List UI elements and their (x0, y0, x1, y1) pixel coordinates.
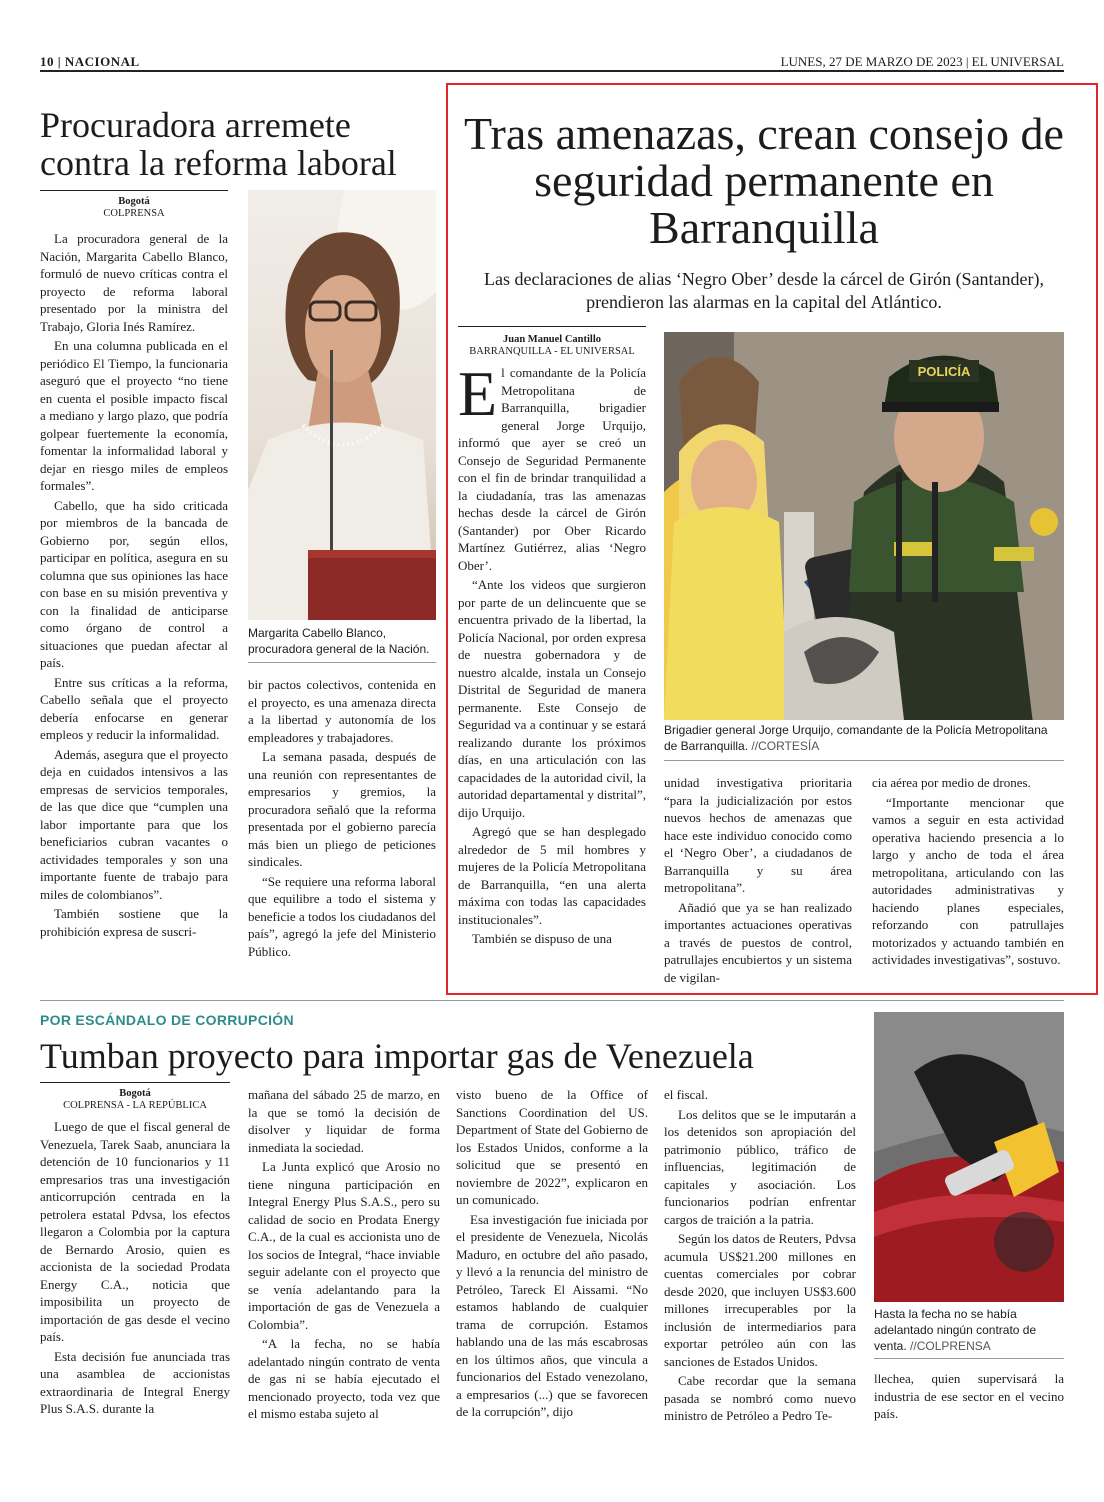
story2-photo (664, 332, 1064, 720)
story3-paragraph: La Junta explicó que Arosio no tiene ninguna participación en Integral Energy Plus S.A.S., pero su calidad de socio en Prodata Energy C.A., de la cual es accionista uno de los socios de Integral, “hace inviable seguir adelante con el proyecto que se venía adelantando para la importación de gas de Venezuela a Colombia”. (248, 1159, 440, 1332)
story2-caption-credit: //CORTESÍA (751, 739, 820, 753)
story2-paragraph: cia aérea por medio de drones. (872, 775, 1031, 790)
story2-byline-place: BARRANQUILLA - EL UNIVERSAL (469, 346, 635, 357)
story1-paragraph: bir pactos colectivos, contenida en el proyecto, es una amenaza directa a la libertad y autonomía de los empleadores y trabajadores. (248, 677, 436, 745)
story3-paragraph: Según los datos de Reuters, Pdvsa acumula US$21.200 millones en cuentas comerciales por cobrar desde 2020, que incluyen US$3.600 millones irrecuperables por la inclusión de intermediarios para exportar petróleo aún con las sanciones de Estados Unidos. (664, 1231, 856, 1369)
story1-paragraph: También sostiene que la prohibición expresa de suscri- (40, 906, 228, 939)
story3-byline-city: Bogotá (119, 1088, 151, 1099)
story3-column-4 (664, 1086, 856, 1425)
story3-headline: Tumban proyecto para importar gas de Venezuela (40, 1036, 754, 1076)
story3-paragraph: Los delitos que se le imputarán a los detenidos son apropiación del patrimonio público, tráfico de influencias, legitimación de capitales y asociación. Los funcionarios podrían enfrentar cargos de traición a la patria. (664, 1106, 856, 1227)
page-section-label: 10 | NACIONAL (40, 54, 140, 69)
story2-paragraph: “Importante mencionar que vamos a seguir en esta actividad operativa haciendo presencia a lo largo y ancho de toda el área metropolitana, articulando con las autoridades administrativas y haciendo planes especiales, reforzando con patrullajes motorizados y actuando también en actividades investigativas”, sostuvo. (872, 794, 1064, 967)
story2-paragraph: unidad investigativa prioritaria “para la judicialización por estos nuevos hechos de amenazas que hace este individuo conocido como el ‘Negro Ober’, a ciudadanos de Barranquilla y su área metropolitana”. (664, 775, 852, 895)
story2-column-2 (664, 774, 852, 986)
procuradora-illustration (248, 190, 436, 620)
story3-paragraph: mañana del sábado 25 de marzo, en la que se tomó la decisión de disolver y liquidar de forma inmediata la sociedad. (248, 1087, 440, 1155)
story1-paragraph: La procuradora general de la Nación, Margarita Cabello Blanco, formuló de nuevo críticas contra el proyecto de reforma laboral presentado por la ministra del Trabajo, Gloria Inés Ramírez. (40, 231, 228, 334)
story3-photo (874, 1012, 1064, 1302)
story3-caption-credit: //COLPRENSA (910, 1339, 991, 1353)
story1-column-1 (40, 230, 228, 940)
story3-paragraph: “A la fecha, no se había adelantado ningún contrato de venta de gas ni se había ejecutado el mencionado proyecto, toda vez que el mismo estaba sujeto al (248, 1336, 440, 1421)
fuel-nozzle-illustration (874, 1012, 1064, 1302)
story2-paragraph: Agregó que se han desplegado alrededor de 5 mil hombres y mujeres de la Policía Metropolitana de Barranquilla, “en una alerta máxima con todas las capacidades institucionales”. (458, 824, 646, 927)
police-cap-label: POLICÍA (917, 364, 971, 379)
story3-byline-agency: COLPRENSA - LA REPÚBLICA (63, 1100, 207, 1111)
story1-photo (248, 190, 436, 620)
story3-column-5 (874, 1370, 1064, 1423)
story3-paragraph: llechea, quien supervisará la industria de ese sector en el vecino país. (874, 1371, 1064, 1421)
story2-paragraph: También se dispuso de una (472, 931, 612, 946)
story3-paragraph: Esta decisión fue anunciada tras una asamblea de accionistas extraordinaria de Integral Energy Plus S.A.S. durante la (40, 1348, 230, 1416)
story2-caption (664, 722, 1064, 754)
story2-headline: Tras amenazas, crean consejo de seguridad permanente en Barranquilla (464, 108, 1064, 253)
story1-caption-rule (248, 662, 436, 663)
story2-dropcap: E (458, 358, 498, 429)
story1-paragraph: La semana pasada, después de una reunión con representantes de empresarios y gremios, la procuradora señaló que la reforma presentada por el gobierno parecía más bien un pliego de peticiones sindicales. (248, 749, 436, 869)
story3-paragraph: Esa investigación fue iniciada por el presidente de Venezuela, Nicolás Maduro, en octubre del año pasado, y llevó a la renuncia del ministro de Petróleo, Tareck El Aissami. “No estamos hablando de cualquier trama de corrupción. Estamos hablando una de las más escabrosas en los últimos años, que vincula a funcionarios del Estado venezolano, a empresarios (...) que se favorecen de la corrupción”, dijo (456, 1211, 648, 1419)
story1-caption: Margarita Cabello Blanco, procuradora general de la Nación. (248, 626, 430, 656)
story2-paragraph: Añadió que ya se han realizado importantes actuaciones operativas a través de puestos de control, patrullajes encubiertos y un sistema de vigilan- (664, 899, 852, 985)
story1-headline: Procuradora arremete contra la reforma laboral (40, 105, 397, 183)
story3-caption-rule (874, 1358, 1064, 1359)
story1-paragraph: Entre sus críticas a la reforma, Cabello señala que el proyecto debería enfocarse en generar empleos y reducir la informalidad. (40, 674, 228, 742)
story1-byline-rule (40, 190, 228, 191)
story3-paragraph: Cabe recordar que la semana pasada se nombró como nuevo ministro de Petróleo a Pedro Te- (664, 1373, 856, 1423)
story3-column-2 (248, 1086, 440, 1423)
story2-column-3 (872, 774, 1064, 969)
story3-byline-rule (40, 1082, 230, 1083)
story3-paragraph: Luego de que el fiscal general de Venezuela, Tarek Saab, anunciara la detención de 10 funcionarios y 11 empresarios tras una investigación anticorrupción centrada en la petrolera estatal Pdvsa, los efectos llegaron a Colombia por la captura de Bernardo Arosio, quien es accionista de la sociedad Prodata Energy C.A., noticia que imposibilita un proyecto de importación de gas desde el vecino país. (40, 1119, 230, 1344)
story3-column-3 (456, 1086, 648, 1421)
story2-dek: Las declaraciones de alias ‘Negro Ober’ desde la cárcel de Girón (Santander), prendieron las alarmas en la capital del Atlántico. (483, 269, 1045, 312)
story3-caption-text: Hasta la fecha no se había adelantado ningún contrato de venta. (874, 1307, 1037, 1353)
story3-caption (874, 1306, 1064, 1354)
story2-caption-text: Brigadier general Jorge Urquijo, comandante de la Policía Metropolitana de Barranquilla. (664, 723, 1048, 753)
page-dateline: LUNES, 27 DE MARZO DE 2023 | EL UNIVERSAL (780, 54, 1064, 69)
story3-column-1 (40, 1118, 230, 1418)
header-rule (40, 70, 1064, 72)
police-press-illustration (664, 332, 1064, 720)
story3-kicker: POR ESCÁNDALO DE CORRUPCIÓN (40, 1012, 294, 1028)
story1-paragraph: “Se requiere una reforma laboral que equilibre a todo el sistema y beneficie a todos los ciudadanos del país”, agregó la jefe del Ministerio Público. (248, 873, 436, 959)
story2-paragraph: l comandante de la Policía Metropolitana de Barranquilla, brigadier general Jorge Urquijo, informó que ayer se creó un Consejo de Seguridad Permanente con el fin de brindar tranquilidad a la ciudadanía, tras las amenazas hechas desde la cárcel de Girón (Santander) por Ober Ricardo Martínez Gutiérrez, alias ‘Negro Ober’. (458, 365, 646, 573)
story3-paragraph: visto bueno de la Office of Sanctions Coordination del US. Department of State del Gobierno de los Estados Unidos, conforme a la solicitud que se presentó en noviembre de 2022”, explicaron en un comunicado. (456, 1087, 648, 1207)
story2-column-1 (458, 358, 646, 948)
story3-paragraph: el fiscal. (664, 1087, 709, 1102)
story1-column-2 (248, 676, 436, 960)
story3-byline (40, 1088, 230, 1112)
story1-byline (40, 196, 228, 220)
story2-byline-name: Juan Manuel Cantillo (502, 334, 602, 345)
story2-byline (458, 334, 646, 358)
story1-byline-agency: COLPRENSA (103, 208, 165, 219)
story1-byline-city: Bogotá (118, 196, 150, 207)
story1-paragraph: Además, asegura que el proyecto deja en cuidados intensivos a las empresas de servicios temporales, de las que dice que “cumplen una labor importante para que los beneficiarios cubran vacantes o actividades temporales y son una importante fuente de trabajo para miles de colombianos”. (40, 746, 228, 902)
story2-paragraph: “Ante los videos que surgieron por parte de un delincuente que se encuentra privado de la libertad, la Policía Nacional, por orden expresa de nuestra gobernadora y de nuestro alcalde, instala un Consejo Distrital de Seguridad de manera permanente. Este Consejo de Seguridad va a continuar y se estará realizando durante los próximos días, en una articulación con las capacidades de la autoridad civil, la autoridad departamental y distrital”, dijo Urquijo. (458, 577, 646, 820)
story1-paragraph: En una columna publicada en el periódico El Tiempo, la funcionaria aseguró que el proyecto “no tiene en cuenta el posible impacto fiscal a mediano y largo plazo, que podría golpear fuertemente la economía, fomentar la informalidad laboral y dejar en riesgo miles de empleos formales”. (40, 338, 228, 493)
section-divider (40, 1000, 1064, 1001)
story1-paragraph: Cabello, que ha sido criticada por miembros de la bancada de Gobierno por, según ellos, participar en política, asegura en su columna que sus opiniones las hace con base en su misión preventiva y con la finalidad de anticiparse como órgano de control a situaciones que puedan afectar al país. (40, 497, 228, 670)
story2-caption-rule (664, 760, 1064, 761)
story2-byline-rule (458, 326, 646, 327)
